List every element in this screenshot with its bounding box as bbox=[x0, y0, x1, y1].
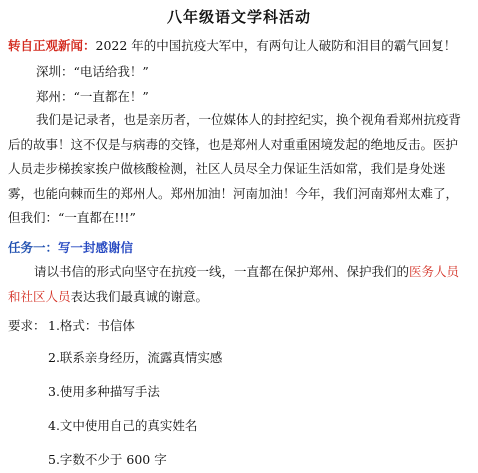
task-heading bbox=[8, 236, 133, 261]
task-body-highlight: 医务人员和社区人员 bbox=[8, 264, 460, 304]
story-text-1: 我们是记录者，也是亲历者，一位媒体人的封控纪实，换个视角看郑州抗疫背后的故事！这不仅是与病毒的交锋，也是郑州人对重重困境发起的绝地反击。医护人员走步梯挨家挨户做核酸检测，社区人员尽全力保证生活如常，我们是身处迷雾，也能向棘而生的郑州人。 bbox=[8, 112, 462, 201]
task-description bbox=[8, 260, 470, 309]
source-label: 转自正观新闻： bbox=[8, 38, 96, 53]
requirements-label: 要求： bbox=[8, 318, 46, 333]
requirement-item: 3.使用多种描写手法 bbox=[48, 384, 160, 399]
requirement-item: 1.格式：书信体 bbox=[48, 318, 135, 333]
requirement-item: 4.文中使用自己的真实姓名 bbox=[48, 418, 198, 433]
quote-shenzhen: 深圳：“电话给我！” bbox=[36, 64, 149, 79]
lead-text: 2022 年的中国抗疫大军中，有两句让人破防和泪目的霸气回复！ bbox=[95, 38, 457, 53]
lead-paragraph bbox=[8, 34, 474, 59]
requirement-item: 2.联系亲身经历，流露真情实感 bbox=[48, 350, 223, 365]
task-body-before: 请以书信的形式向坚守在抗疫一线，一直都在保护郑州、保护我们的 bbox=[34, 264, 410, 279]
requirement-item: 5.字数不少于 600 字 bbox=[48, 452, 167, 467]
story-text-2: 郑州加油！河南加油！今年，我们河南郑州太难了，但我们：“一直都在!!!” bbox=[8, 185, 459, 225]
quote-zhengzhou: 郑州：“一直都在！” bbox=[36, 89, 149, 104]
task-body-after: 表达我们最真诚的谢意。 bbox=[70, 288, 209, 304]
task-label: 任务一： bbox=[8, 240, 59, 255]
task-title: 写一封感谢信 bbox=[58, 240, 134, 255]
page-title: 八年级语文学科活动 bbox=[166, 8, 311, 26]
story-paragraph bbox=[8, 108, 470, 231]
